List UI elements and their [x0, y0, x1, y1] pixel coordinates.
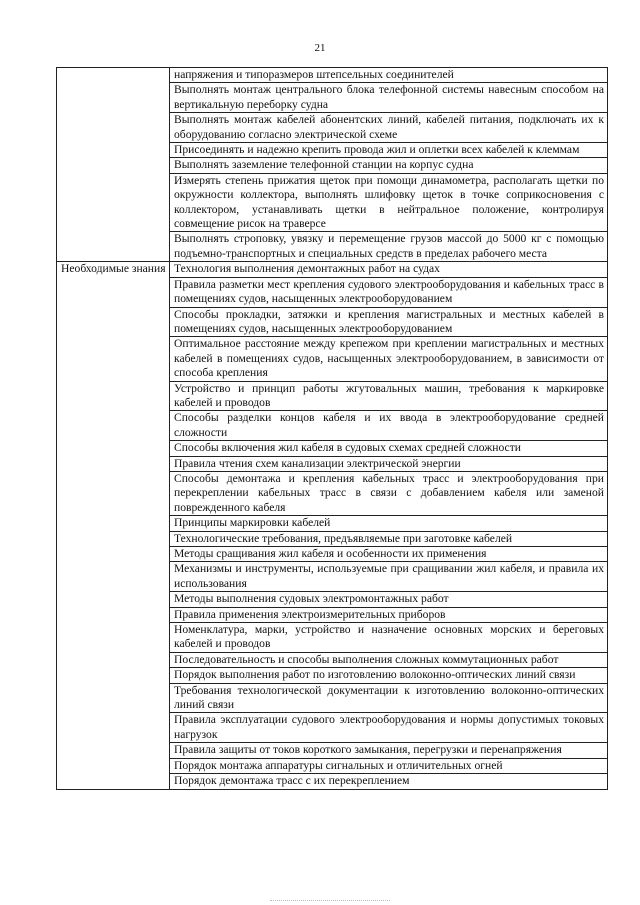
- knowledge-item-cell: Порядок монтажа аппаратуры сигнальных и отличительных огней: [170, 758, 608, 773]
- skill-item-cell: Выполнять монтаж кабелей абонентских линий, кабелей питания, подключать их к оборудованию согласно электрической схеме: [170, 113, 608, 143]
- skill-item-cell: напряжения и типоразмеров штепсельных соединителей: [170, 68, 608, 83]
- knowledge-item-cell: Порядок демонтажа трасс с их перекреплением: [170, 774, 608, 789]
- knowledge-item-cell: Оптимальное расстояние между крепежом при креплении магистральных и местных кабелей в помещениях судов, насыщенных электрооборудованием, в зависимости от способа крепления: [170, 337, 608, 381]
- knowledge-item-cell: Последовательность и способы выполнения сложных коммутационных работ: [170, 652, 608, 667]
- skill-item-cell: Выполнять строповку, увязку и перемещение грузов массой до 5000 кг с помощью подъемно-транспортных и специальных средств в пределах рабочего места: [170, 232, 608, 262]
- knowledge-item-cell: Способы разделки концов кабеля и их ввода в электрооборудование средней сложности: [170, 411, 608, 441]
- skill-item-cell: Присоединять и надежно крепить провода жил и оплетки всех кабелей к клеммам: [170, 143, 608, 158]
- knowledge-item-cell: Правила эксплуатации судового электрооборудования и нормы допустимых токовых нагрузок: [170, 713, 608, 743]
- knowledge-item-cell: Механизмы и инструменты, используемые при сращивании жил кабеля, и правила их использования: [170, 562, 608, 592]
- knowledge-item-cell: Номенклатура, марки, устройство и назначение основных морских и береговых кабелей и проводов: [170, 623, 608, 653]
- table-row: [57, 68, 608, 83]
- skill-item-cell: Измерять степень прижатия щеток при помощи динамометра, располагать щетки по окружности коллектора, выполнять шлифовку щеток в точке соприкосновения с коллектором, устанавливать щетки в нейтральное положение, контролируя совмещение рисок на траверсе: [170, 173, 608, 232]
- skill-item-cell: Выполнять заземление телефонной станции на корпус судна: [170, 158, 608, 173]
- knowledge-item-cell: Способы прокладки, затяжки и крепления магистральных и местных кабелей в помещениях судов, насыщенных электрооборудованием: [170, 307, 608, 337]
- knowledge-item-cell: Технология выполнения демонтажных работ на судах: [170, 262, 608, 277]
- section-label-cell: Необходимые знания: [57, 262, 170, 789]
- knowledge-item-cell: Способы демонтажа и крепления кабельных трасс и электрооборудования при перекреплении кабельных трасс в связи с добавлением кабеля или заменой поврежденного кабеля: [170, 471, 608, 515]
- competency-table-body: [57, 68, 608, 790]
- knowledge-item-cell: Методы выполнения судовых электромонтажных работ: [170, 592, 608, 607]
- section-label-cell: [57, 68, 170, 262]
- knowledge-item-cell: Принципы маркировки кабелей: [170, 516, 608, 531]
- page-number: 21: [314, 42, 326, 54]
- knowledge-item-cell: Требования технологической документации к изготовлению волоконно-оптических линий связи: [170, 683, 608, 713]
- knowledge-item-cell: Правила применения электроизмерительных приборов: [170, 607, 608, 622]
- table-row: [57, 262, 608, 277]
- scan-artifact: [270, 900, 390, 901]
- knowledge-item-cell: Правила защиты от токов короткого замыкания, перегрузки и перенапряжения: [170, 743, 608, 758]
- competency-table: [56, 67, 608, 790]
- knowledge-item-cell: Правила разметки мест крепления судового электрооборудования и кабельных трасс в помещениях судов, насыщенных электрооборудованием: [170, 277, 608, 307]
- knowledge-item-cell: Методы сращивания жил кабеля и особенности их применения: [170, 547, 608, 562]
- knowledge-item-cell: Способы включения жил кабеля в судовых схемах средней сложности: [170, 441, 608, 456]
- knowledge-item-cell: Технологические требования, предъявляемые при заготовке кабелей: [170, 531, 608, 546]
- knowledge-item-cell: Порядок выполнения работ по изготовлению волоконно-оптических линий связи: [170, 668, 608, 683]
- knowledge-item-cell: Устройство и принцип работы жгутовальных машин, требования к маркировке кабелей и проводов: [170, 381, 608, 411]
- knowledge-item-cell: Правила чтения схем канализации электрической энергии: [170, 456, 608, 471]
- skill-item-cell: Выполнять монтаж центрального блока телефонной системы навесным способом на вертикальную переборку судна: [170, 83, 608, 113]
